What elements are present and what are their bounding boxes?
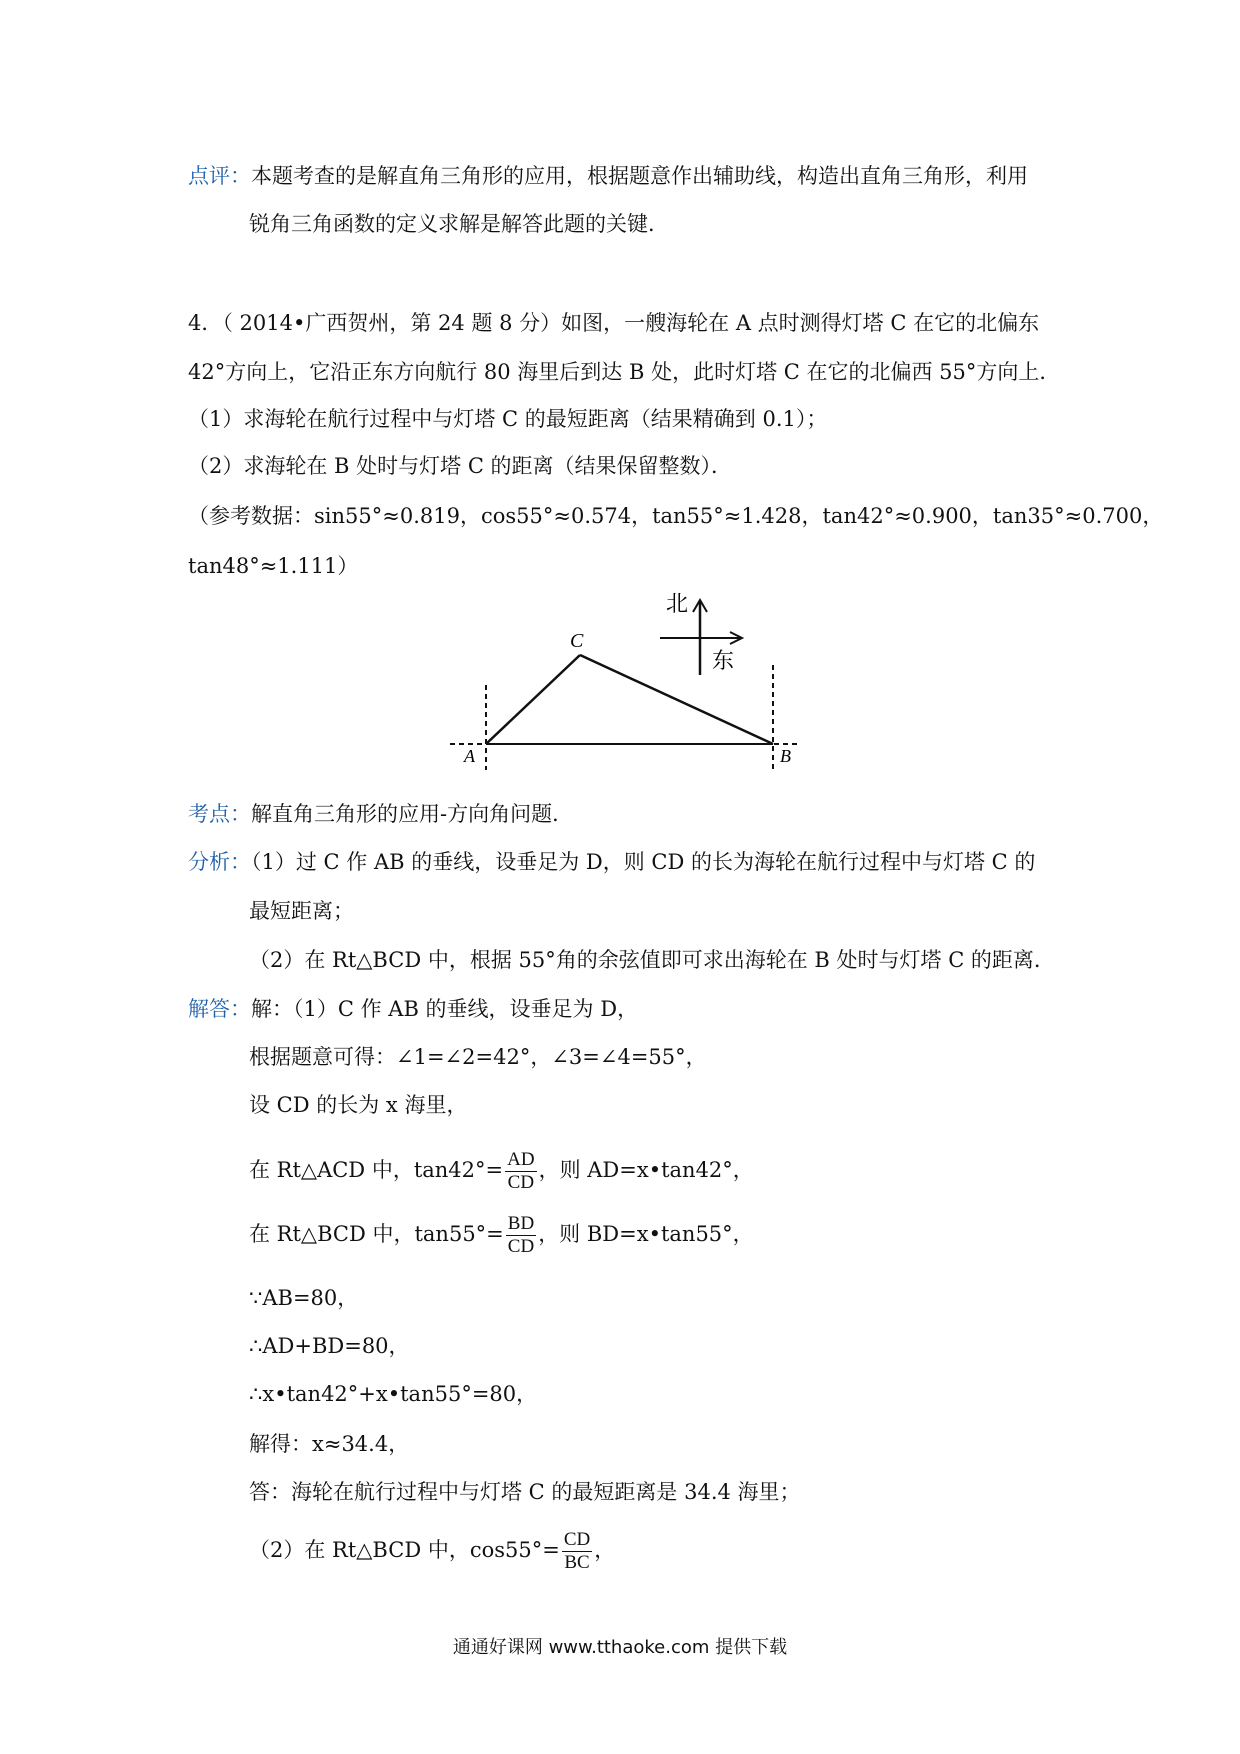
point-a-label: A bbox=[464, 746, 475, 766]
jieda-line-6: ∵AB=80， bbox=[249, 1286, 359, 1310]
review-line-2: 锐角三角函数的定义求解是解答此题的关键． bbox=[249, 212, 669, 236]
tan42-suffix: ，则 AD=x•tan42°， bbox=[538, 1158, 754, 1182]
jieda-line-7: ∴AD+BD=80， bbox=[249, 1334, 410, 1358]
review-line-1 bbox=[188, 162, 1028, 190]
fenxi-text-1: （1）过 C 作 AB 的垂线，设垂足为 D，则 CD 的长为海轮在航行过程中与灯塔 C 的 bbox=[251, 850, 1036, 874]
cos55-suffix: ， bbox=[594, 1538, 616, 1562]
fraction-ad-cd bbox=[505, 1149, 536, 1194]
jieda-line-2: 根据题意可得：∠1=∠2=42°，∠3=∠4=55°， bbox=[249, 1045, 707, 1069]
problem-line-1: 4．（ 2014•广西贺州，第 24 题 8 分）如图，一艘海轮在 A 点时测得灯塔 C 在它的北偏东 bbox=[188, 311, 1040, 335]
fenxi-label: 分析： bbox=[188, 850, 251, 874]
jieda-line-1 bbox=[188, 995, 638, 1023]
question-1: （1）求海轮在航行过程中与灯塔 C 的最短距离（结果精确到 0.1）； bbox=[188, 407, 828, 431]
fraction-bd-cd bbox=[506, 1213, 536, 1258]
footer-text: 通通好课网 www.tthaoke.com 提供下载 bbox=[452, 1637, 788, 1658]
jieda-line-3: 设 CD 的长为 x 海里， bbox=[249, 1093, 468, 1117]
fenxi-line-1 bbox=[188, 848, 1035, 876]
jieda-label: 解答： bbox=[188, 997, 251, 1021]
jieda-line-9: 解得：x≈34.4， bbox=[249, 1432, 410, 1456]
kaodian-line bbox=[188, 800, 573, 828]
problem-line-2: 42°方向上，它沿正东方向航行 80 海里后到达 B 处，此时灯塔 C 在它的北偏西 55°方向上． bbox=[188, 360, 1061, 384]
fraction-denominator: CD bbox=[507, 1236, 535, 1257]
fraction-denominator: BC bbox=[564, 1552, 590, 1573]
fraction-denominator: CD bbox=[507, 1172, 535, 1193]
jieda-text-1: 解：（1）C 作 AB 的垂线，设垂足为 D， bbox=[251, 997, 639, 1021]
kaodian-label: 考点： bbox=[188, 802, 251, 826]
fraction-cd-bc bbox=[562, 1529, 592, 1574]
jieda-line-5 bbox=[249, 1204, 754, 1264]
point-b-label: B bbox=[780, 746, 791, 766]
cos55-prefix: （2）在 Rt△BCD 中，cos55°= bbox=[249, 1538, 560, 1562]
triangle-figure bbox=[0, 590, 1240, 790]
reference-data-1: （参考数据：sin55°≈0.819，cos55°≈0.574，tan55°≈1.428，tan42°≈0.900，tan35°≈0.700， bbox=[188, 504, 1164, 528]
fenxi-line-3: （2）在 Rt△BCD 中，根据 55°角的余弦值即可求出海轮在 B 处时与灯塔 C 的距离． bbox=[249, 948, 1055, 972]
point-c-label: C bbox=[570, 630, 584, 652]
fenxi-line-2: 最短距离； bbox=[249, 899, 354, 923]
jieda-line-10: 答：海轮在航行过程中与灯塔 C 的最短距离是 34.4 海里； bbox=[249, 1480, 801, 1504]
east-label: 东 bbox=[712, 648, 735, 673]
review-label: 点评： bbox=[188, 164, 251, 188]
reference-data-2: tan48°≈1.111） bbox=[188, 554, 359, 578]
tan55-suffix: ，则 BD=x•tan55°， bbox=[538, 1222, 754, 1246]
jieda-line-4 bbox=[249, 1140, 754, 1200]
fraction-numerator: CD bbox=[563, 1529, 591, 1550]
tan42-prefix: 在 Rt△ACD 中，tan42°= bbox=[249, 1158, 504, 1182]
fraction-numerator: AD bbox=[507, 1149, 535, 1170]
question-2: （2）求海轮在 B 处时与灯塔 C 的距离（结果保留整数）． bbox=[188, 454, 733, 478]
side-ac bbox=[486, 655, 580, 744]
fraction-numerator: BD bbox=[507, 1213, 535, 1234]
north-label: 北 bbox=[666, 591, 689, 616]
tan55-prefix: 在 Rt△BCD 中，tan55°= bbox=[249, 1222, 504, 1246]
jieda-line-11 bbox=[249, 1520, 615, 1580]
jieda-line-8: ∴x•tan42°+x•tan55°=80， bbox=[249, 1382, 538, 1406]
kaodian-text: 解直角三角形的应用-方向角问题． bbox=[251, 802, 574, 826]
side-cb bbox=[580, 655, 773, 744]
review-text-1: 本题考查的是解直角三角形的应用，根据题意作出辅助线，构造出直角三角形，利用 bbox=[251, 164, 1028, 188]
